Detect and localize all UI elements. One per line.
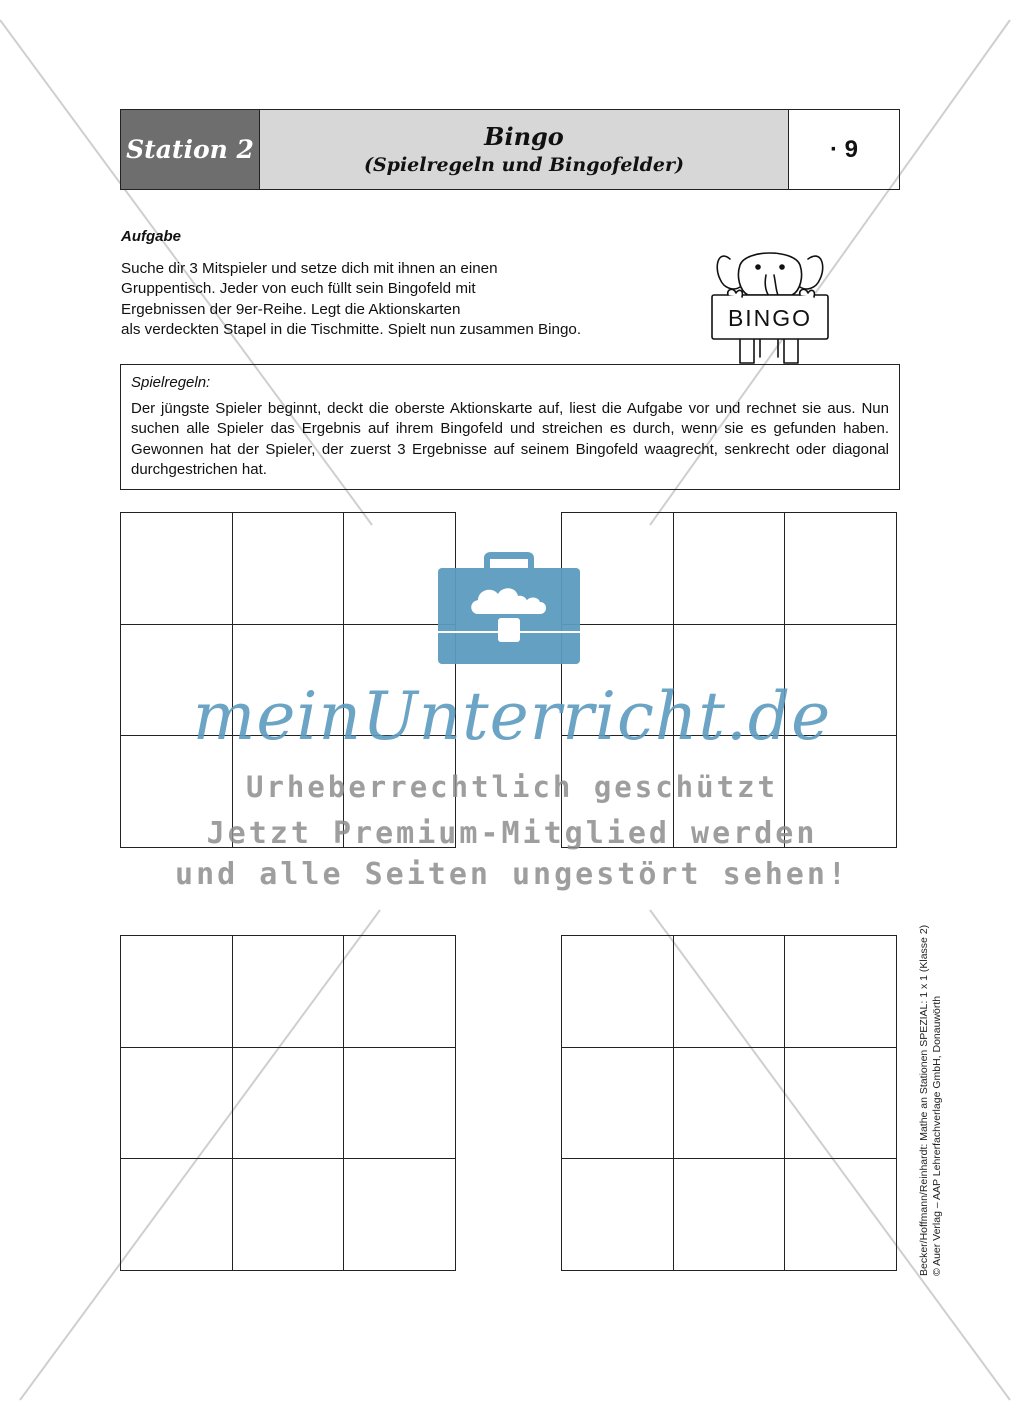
bingo-cell[interactable] xyxy=(785,1159,897,1271)
task-text xyxy=(121,259,681,340)
rules-box xyxy=(120,364,900,490)
bingo-cell[interactable] xyxy=(121,1159,233,1271)
elephant-bingo-illustration xyxy=(700,245,840,367)
watermark-premium-2: und alle Seiten ungestört sehen! xyxy=(175,857,849,892)
bingo-cell[interactable] xyxy=(344,936,456,1048)
bingo-cell[interactable] xyxy=(233,1048,345,1160)
worksheet-header xyxy=(120,109,900,190)
credit-text xyxy=(918,925,944,1276)
rules-text: Der jüngste Spieler beginnt, deckt die oberste Aktionskarte auf, liest die Aufgabe vor und rechnet sie aus. Nun suchen alle Spieler das Ergebnis auf ihrem Bingofeld und streichen es durch, wenn sie es gefunden haben. Gewonnen hat der Spieler, der zuerst 3 Ergebnisse auf seinem Bingofeld waagrecht, senkrecht oder diagonal durchgestrichen hat. xyxy=(131,400,889,478)
bingo-cell[interactable] xyxy=(121,936,233,1048)
page-subtitle: (Spielregeln und Bingofelder) xyxy=(363,153,685,176)
bingo-cell[interactable] xyxy=(674,1048,786,1160)
bingo-cell[interactable] xyxy=(344,1159,456,1271)
bingo-cell[interactable] xyxy=(233,1159,345,1271)
briefcase-cloud-icon xyxy=(436,552,582,666)
page-number: · 9 xyxy=(829,135,858,163)
bingo-cell[interactable] xyxy=(344,1048,456,1160)
bingo-cell[interactable] xyxy=(785,513,897,625)
bingo-cell[interactable] xyxy=(674,1159,786,1271)
task-line: als verdeckten Stapel in die Tischmitte. Spielt nun zusammen Bingo. xyxy=(121,320,582,338)
header-title-box xyxy=(260,110,789,189)
bingo-cell[interactable] xyxy=(233,513,345,625)
page-title: Bingo xyxy=(484,121,564,151)
bingo-grid-bottom-left[interactable] xyxy=(120,935,456,1271)
credit-line-2: © Auer Verlag – AAP Lehrerfachverlage GmbH, Donauwörth xyxy=(931,995,943,1276)
bingo-cell[interactable] xyxy=(674,936,786,1048)
bingo-cell[interactable] xyxy=(562,1159,674,1271)
bingo-cell[interactable] xyxy=(674,513,786,625)
watermark-premium: Jetzt Premium-Mitglied werden xyxy=(206,816,818,851)
rules-title: Spielregeln: xyxy=(131,374,211,391)
bingo-cell[interactable] xyxy=(785,1048,897,1160)
task-line: Ergebnissen der 9er-Reihe. Legt die Aktionskarten xyxy=(121,300,461,318)
bingo-cell[interactable] xyxy=(121,513,233,625)
credit-line-1: Becker/Hoffmann/Reinhardt: Mathe an Stationen SPEZIAL: 1 x 1 (Klasse 2) xyxy=(918,924,930,1276)
station-label: Station 2 xyxy=(121,110,260,189)
bingo-cell[interactable] xyxy=(562,1048,674,1160)
task-line: Gruppentisch. Jeder von euch füllt sein Bingofeld mit xyxy=(121,280,476,298)
bingo-cell[interactable] xyxy=(233,936,345,1048)
watermark-copyright: Urheberrechtlich geschützt xyxy=(246,770,778,804)
bingo-grid-bottom-right[interactable] xyxy=(561,935,897,1271)
task-label: Aufgabe xyxy=(121,228,181,245)
bingo-cell[interactable] xyxy=(785,936,897,1048)
bingo-cell[interactable] xyxy=(562,936,674,1048)
task-line: Suche dir 3 Mitspieler und setze dich mit ihnen an einen xyxy=(121,260,498,277)
bingo-cell[interactable] xyxy=(121,1048,233,1160)
watermark-brand: meinUnterricht.de xyxy=(192,678,832,755)
bingo-sign-text: BINGO xyxy=(727,305,813,331)
